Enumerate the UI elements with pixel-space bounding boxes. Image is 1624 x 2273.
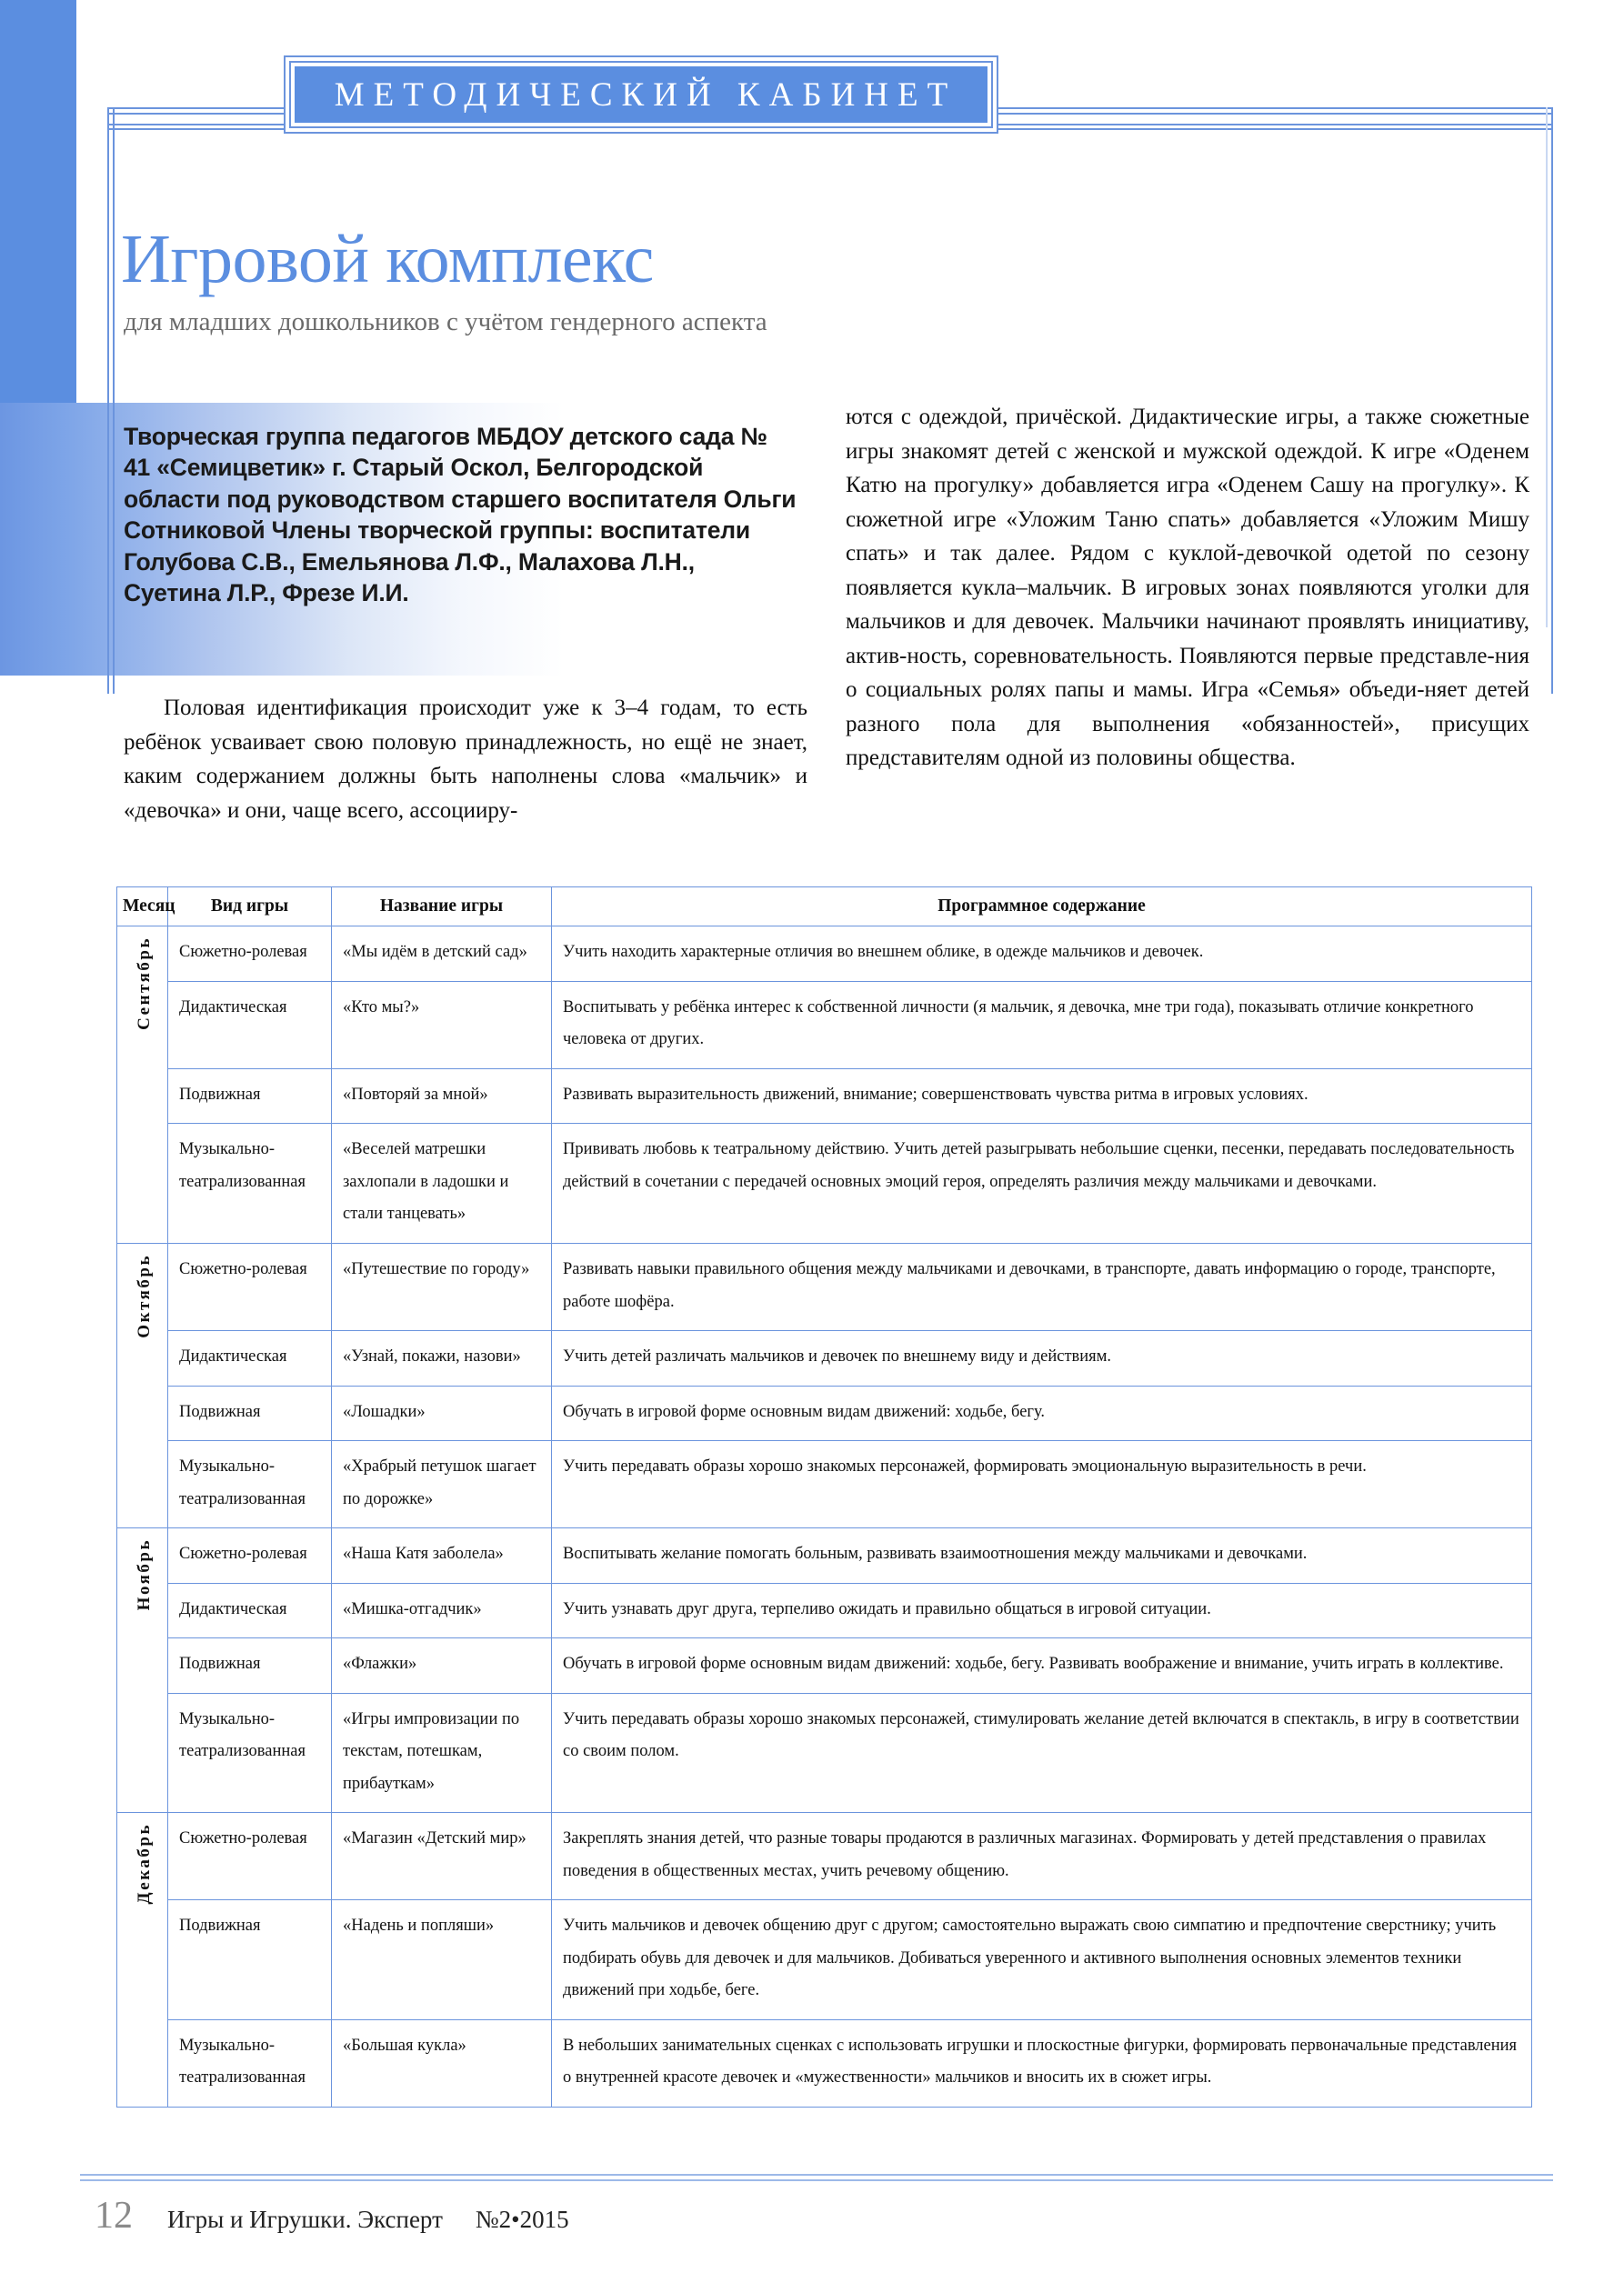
cell-game-name: «Кто мы?» bbox=[332, 981, 552, 1068]
cell-game-name: «Флажки» bbox=[332, 1638, 552, 1694]
cell-game-type: Подвижная bbox=[168, 1386, 332, 1441]
cell-game-name: «Мы идём в детский сад» bbox=[332, 926, 552, 982]
table-row bbox=[117, 926, 1532, 982]
table-row bbox=[117, 1693, 1532, 1813]
page-frame-left-inner-rule bbox=[113, 107, 115, 694]
section-banner bbox=[284, 55, 998, 134]
cell-game-name: «Повторяй за мной» bbox=[332, 1068, 552, 1124]
cell-game-type: Подвижная bbox=[168, 1068, 332, 1124]
table-row bbox=[117, 1583, 1532, 1638]
author-credits: Творческая группа педагогов МБДОУ детского сада № 41 «Семицветик» г. Старый Оскол, Белгородской области под руководством старшего воспитателя Ольги Сотниковой Члены творческой группы: воспитатели Голубова С.В., Емельянова Л.Ф., Малахова Л.Н., Суетина Л.Р., Фрезе И.И. bbox=[124, 423, 797, 607]
cell-game-name: «Большая кукла» bbox=[332, 2019, 552, 2107]
cell-game-name: «Наша Катя заболела» bbox=[332, 1528, 552, 1584]
month-label: Ноябрь bbox=[135, 1538, 154, 1611]
page-subtitle: для младших дошкольников с учётом гендерного аспекта bbox=[124, 307, 767, 336]
table-row bbox=[117, 1244, 1532, 1331]
page-title: Игровой комплекс bbox=[121, 220, 654, 297]
cell-program-content: Учить передавать образы хорошо знакомых персонажей, стимулировать желание детей включатся в спектакль, в игру в соответствии со своим полом. bbox=[552, 1693, 1532, 1813]
cell-program-content: Учить узнавать друг друга, терпеливо ожидать и правильно общаться в игровой ситуации. bbox=[552, 1583, 1532, 1638]
table-row bbox=[117, 1638, 1532, 1694]
section-banner-inner-border bbox=[289, 61, 993, 128]
cell-program-content: Учить детей различать мальчиков и девочек по внешнему виду и действиям. bbox=[552, 1331, 1532, 1387]
month-label: Сентябрь bbox=[135, 936, 154, 1031]
cell-game-name: «Узнай, покажи, назови» bbox=[332, 1331, 552, 1387]
table-row bbox=[117, 1441, 1532, 1528]
body-column-right: ются с одеждой, причёской. Дидактические игры, а также сюжетные игры знакомят детей с женской и мужской одеждой. К игре «Оденем Катю на прогулку» добавляется игра «Оденем Сашу на прогулку». К сюжетной игре «Уложим Таню спать» добавляется «Уложим Мишу спать» и так далее. Рядом с куклой-девочкой одетой по сезону появляется кукла–мальчик. В игровых зонах появляются уголки для мальчиков и для девочек. Мальчики начинают проявлять инициативу, актив-ность, соревновательность. Появляются первые представле-ния о социальных ролях папы и мамы. Игра «Семья» объеди-няет детей разного пола для выполнения «обязанностей», присущих представителям одной из половины общества. bbox=[846, 405, 1529, 770]
cell-game-type: Подвижная bbox=[168, 1638, 332, 1694]
page-frame-left-outer-rule bbox=[107, 107, 109, 694]
cell-game-name: «Путешествие по городу» bbox=[332, 1244, 552, 1331]
footer-journal-name: Игры и Игрушки. Эксперт bbox=[167, 2206, 443, 2233]
table-body bbox=[117, 926, 1532, 2107]
month-cell bbox=[117, 1528, 168, 1813]
column-header-month: Месяц bbox=[117, 887, 168, 926]
cell-program-content: Учить мальчиков и девочек общению друг с другом; самостоятельно выражать свою симпатию и предпочтение сверстнику; учить подбирать обувь для девочек и для мальчиков. Добиваться уверенного и активного выполнения основных элементов техники движений при ходьбе, беге. bbox=[552, 1900, 1532, 2020]
cell-game-type: Сюжетно-ролевая bbox=[168, 1528, 332, 1584]
page-frame-right-outer-rule bbox=[1551, 107, 1553, 694]
footer-issue-number: №2•2015 bbox=[475, 2206, 569, 2233]
cell-program-content: Обучать в игровой форме основным видам движений: ходьбе, бегу. bbox=[552, 1386, 1532, 1441]
cell-game-type: Дидактическая bbox=[168, 1331, 332, 1387]
column-header-game-type: Вид игры bbox=[168, 887, 332, 926]
table-row bbox=[117, 1068, 1532, 1124]
cell-program-content: Закреплять знания детей, что разные товары продаются в различных магазинах. Формировать у детей представления о правилах поведения в общественных местах, учить речевому общению. bbox=[552, 1813, 1532, 1900]
cell-game-name: «Лошадки» bbox=[332, 1386, 552, 1441]
month-label: Октябрь bbox=[135, 1254, 154, 1338]
cell-game-name: «Игры импровизации по текстам, потешкам, прибауткам» bbox=[332, 1693, 552, 1813]
cell-program-content: Развивать навыки правильного общения между мальчиками и девочками, в транспорте, давать информацию о городе, транспорте, работе шофёра. bbox=[552, 1244, 1532, 1331]
column-header-program-content: Программное содержание bbox=[552, 887, 1532, 926]
cell-game-type: Музыкально-театрализованная bbox=[168, 1124, 332, 1244]
cell-game-type: Сюжетно-ролевая bbox=[168, 926, 332, 982]
body-column-left: Половая идентификация происходит уже к 3–4 годам, то есть ребёнок усваивает свою половую принадлежность, но ещё не знает, каким содержанием должны быть наполнены слова «мальчик» и «девочка» и они, чаще всего, ассоцииру- bbox=[124, 696, 807, 823]
table-row bbox=[117, 1900, 1532, 2020]
cell-game-type: Дидактическая bbox=[168, 1583, 332, 1638]
table-header-row bbox=[117, 887, 1532, 926]
page-number: 12 bbox=[95, 2195, 133, 2237]
left-blue-accent-bar bbox=[0, 0, 76, 423]
footer-rule-lower bbox=[80, 2179, 1553, 2181]
table-row bbox=[117, 2019, 1532, 2107]
table-row bbox=[117, 1331, 1532, 1387]
cell-program-content: Воспитывать желание помогать больным, развивать взаимоотношения между мальчиками и девочками. bbox=[552, 1528, 1532, 1584]
table-row bbox=[117, 981, 1532, 1068]
table-header bbox=[117, 887, 1532, 926]
cell-game-type: Сюжетно-ролевая bbox=[168, 1244, 332, 1331]
section-banner-label: МЕТОДИЧЕСКИЙ КАБИНЕТ bbox=[334, 75, 957, 114]
cell-game-type: Дидактическая bbox=[168, 981, 332, 1068]
cell-game-name: «Веселей матрешки захлопали в ладошки и стали танцевать» bbox=[332, 1124, 552, 1244]
cell-program-content: Развивать выразительность движений, внимание; совершенствовать чувства ритма в игровых условиях. bbox=[552, 1068, 1532, 1124]
table-row bbox=[117, 1813, 1532, 1900]
cell-program-content: Обучать в игровой форме основным видам движений: ходьбе, бегу. Развивать воображение и внимание, учить играть в коллективе. bbox=[552, 1638, 1532, 1694]
cell-game-type: Музыкально-театрализованная bbox=[168, 1693, 332, 1813]
section-banner-fill bbox=[295, 66, 987, 123]
month-cell bbox=[117, 926, 168, 1244]
cell-program-content: Учить находить характерные отличия во внешнем облике, в одежде мальчиков и девочек. bbox=[552, 926, 1532, 982]
cell-game-name: «Храбрый петушок шагает по дорожке» bbox=[332, 1441, 552, 1528]
cell-game-type: Сюжетно-ролевая bbox=[168, 1813, 332, 1900]
cell-game-name: «Мишка-отгадчик» bbox=[332, 1583, 552, 1638]
table-row bbox=[117, 1386, 1532, 1441]
cell-game-type: Музыкально-театрализованная bbox=[168, 1441, 332, 1528]
cell-program-content: Воспитывать у ребёнка интерес к собственной личности (я мальчик, я девочка, мне три года), показывать отличие конкретного человека от других. bbox=[552, 981, 1532, 1068]
page-frame-right-inner-rule bbox=[1546, 107, 1548, 627]
column-header-game-name: Название игры bbox=[332, 887, 552, 926]
games-plan-table bbox=[116, 886, 1532, 2108]
cell-program-content: В небольших занимательных сценках с использовать игрушки и плоскостные фигурки, формировать первоначальные представления о внутренней красоте девочек и «мужественности» мальчиков и вносить их в сюжет игры. bbox=[552, 2019, 1532, 2107]
cell-game-type: Подвижная bbox=[168, 1900, 332, 2020]
month-cell bbox=[117, 1244, 168, 1528]
page-footer bbox=[95, 2194, 569, 2238]
month-cell bbox=[117, 1813, 168, 2108]
cell-program-content: Прививать любовь к театральному действию. Учить детей разыгрывать небольшие сценки, песенки, передавать последовательность действий в сочетании с передачей основных эмоций героя, определять различия между мальчиками и девочками. bbox=[552, 1124, 1532, 1244]
footer-rule-upper bbox=[80, 2174, 1553, 2176]
cell-game-type: Музыкально-театрализованная bbox=[168, 2019, 332, 2107]
cell-game-name: «Надень и попляши» bbox=[332, 1900, 552, 2020]
table-row bbox=[117, 1124, 1532, 1244]
cell-game-name: «Магазин «Детский мир» bbox=[332, 1813, 552, 1900]
table-row bbox=[117, 1528, 1532, 1584]
cell-program-content: Учить передавать образы хорошо знакомых персонажей, формировать эмоциональную выразительность в речи. bbox=[552, 1441, 1532, 1528]
month-label: Декабрь bbox=[135, 1823, 154, 1905]
